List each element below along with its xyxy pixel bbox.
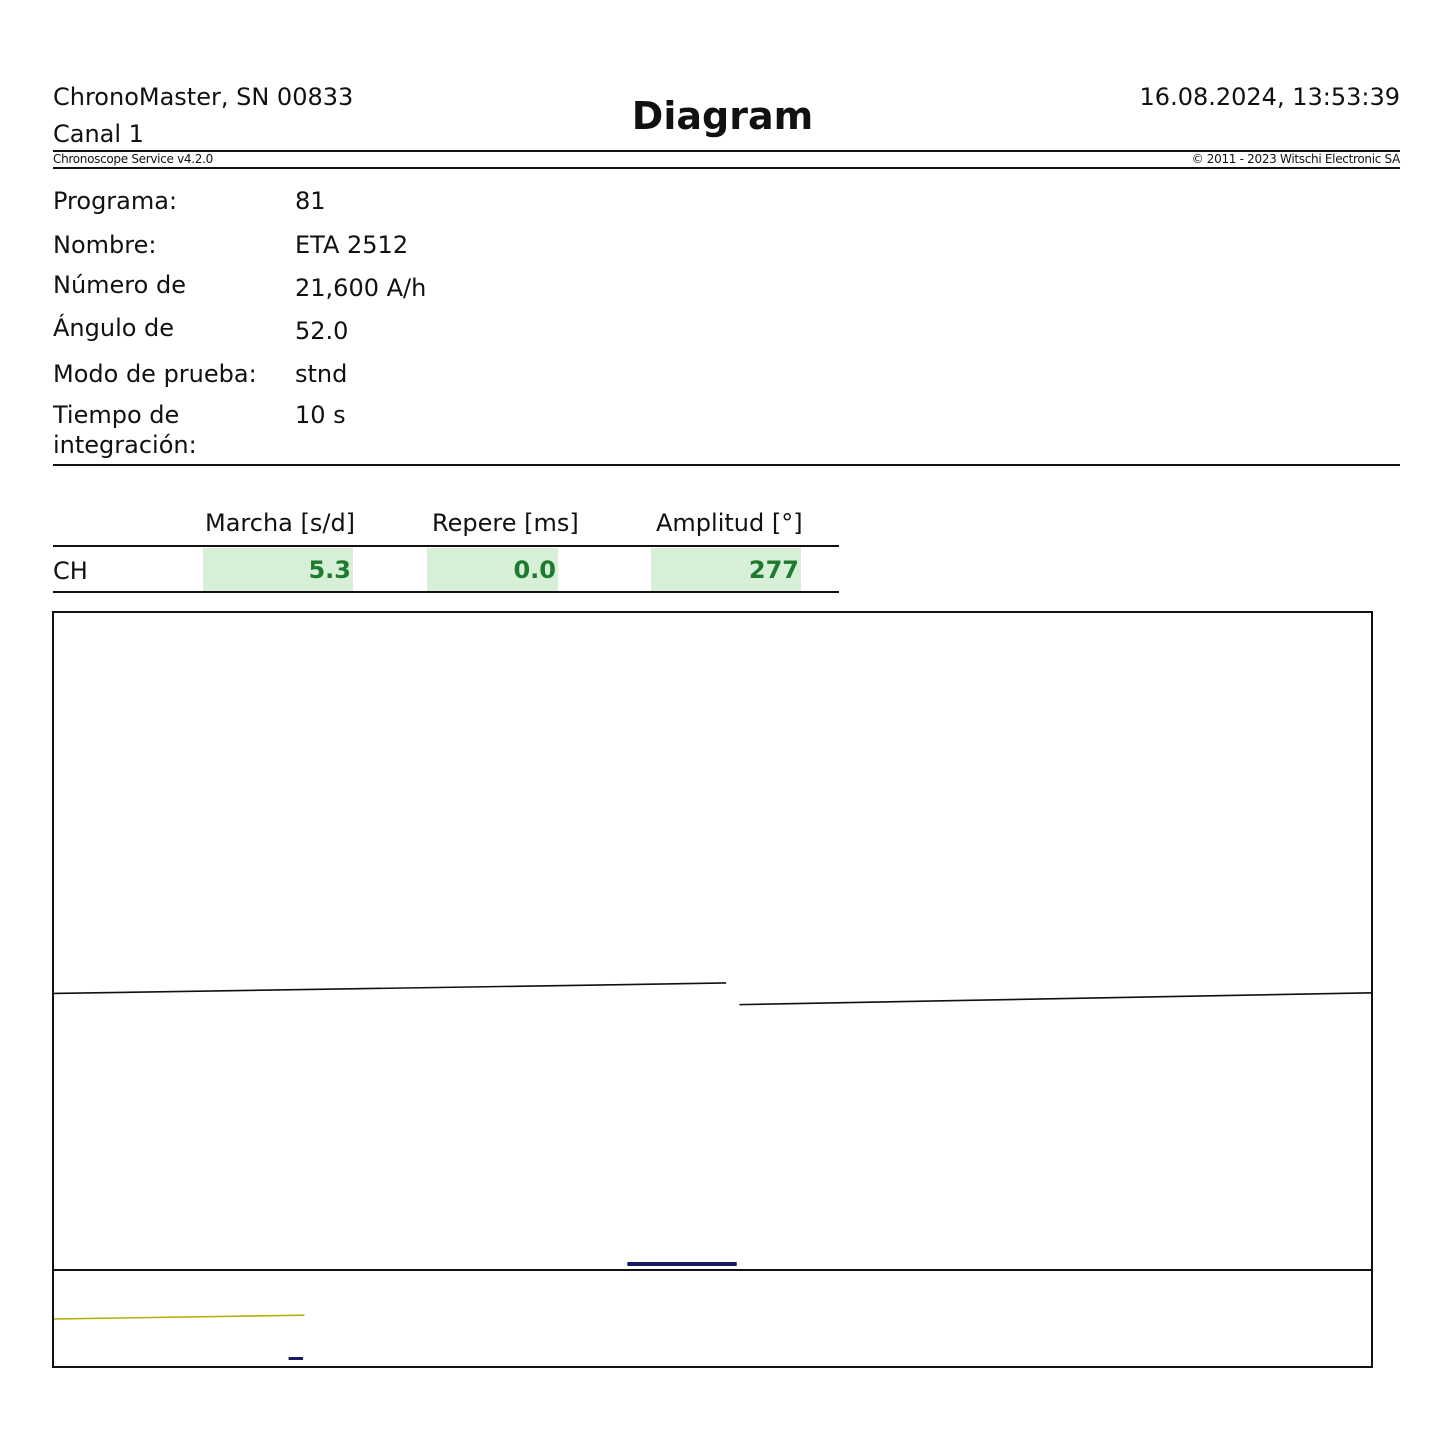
header-rule-bottom <box>53 167 1400 169</box>
row-label-channel: CH <box>53 557 88 585</box>
table-rule-bottom <box>53 591 839 593</box>
param-label-integration-time: Tiempo de integración: <box>53 401 197 459</box>
copyright-label: © 2011 - 2023 Witschi Electronic SA <box>1191 152 1400 166</box>
device-label: ChronoMaster, SN 00833 <box>53 83 354 111</box>
param-label-lift-angle: Ángulo de <box>53 314 175 342</box>
param-label-name: Nombre: <box>53 231 157 259</box>
datetime-label: 16.08.2024, 13:53:39 <box>1139 83 1400 111</box>
rate-diagram <box>52 611 1374 1369</box>
amplitude-value-cell: 277 <box>651 548 801 592</box>
param-label-beat-rate: Número de <box>53 271 186 299</box>
beat-error-value-cell: 0.0 <box>427 548 558 592</box>
param-label-test-mode: Modo de prueba: <box>53 360 257 388</box>
param-value-name: ETA 2512 <box>295 231 409 259</box>
params-rule <box>53 464 1400 466</box>
page-title: Diagram <box>631 94 814 138</box>
column-header-rate: Marcha [s/d] <box>205 509 356 537</box>
software-version: Chronoscope Service v4.2.0 <box>53 152 213 166</box>
table-rule-top <box>53 545 839 547</box>
beat-error-marker-0 <box>627 1262 736 1266</box>
rate-value-cell: 5.3 <box>203 548 353 592</box>
diagram-frame <box>53 612 1372 1367</box>
sub-marker-0 <box>289 1357 303 1360</box>
param-value-beat-rate: 21,600 A/h <box>295 274 427 302</box>
param-value-program: 81 <box>295 187 326 215</box>
param-value-test-mode: stnd <box>295 360 348 388</box>
column-header-amplitude: Amplitud [°] <box>656 509 803 537</box>
param-value-integration-time: 10 s <box>295 401 346 429</box>
param-label-program: Programa: <box>53 187 178 215</box>
param-value-lift-angle: 52.0 <box>295 317 349 345</box>
channel-label: Canal 1 <box>53 120 144 148</box>
column-header-beat-error: Repere [ms] <box>432 509 579 537</box>
